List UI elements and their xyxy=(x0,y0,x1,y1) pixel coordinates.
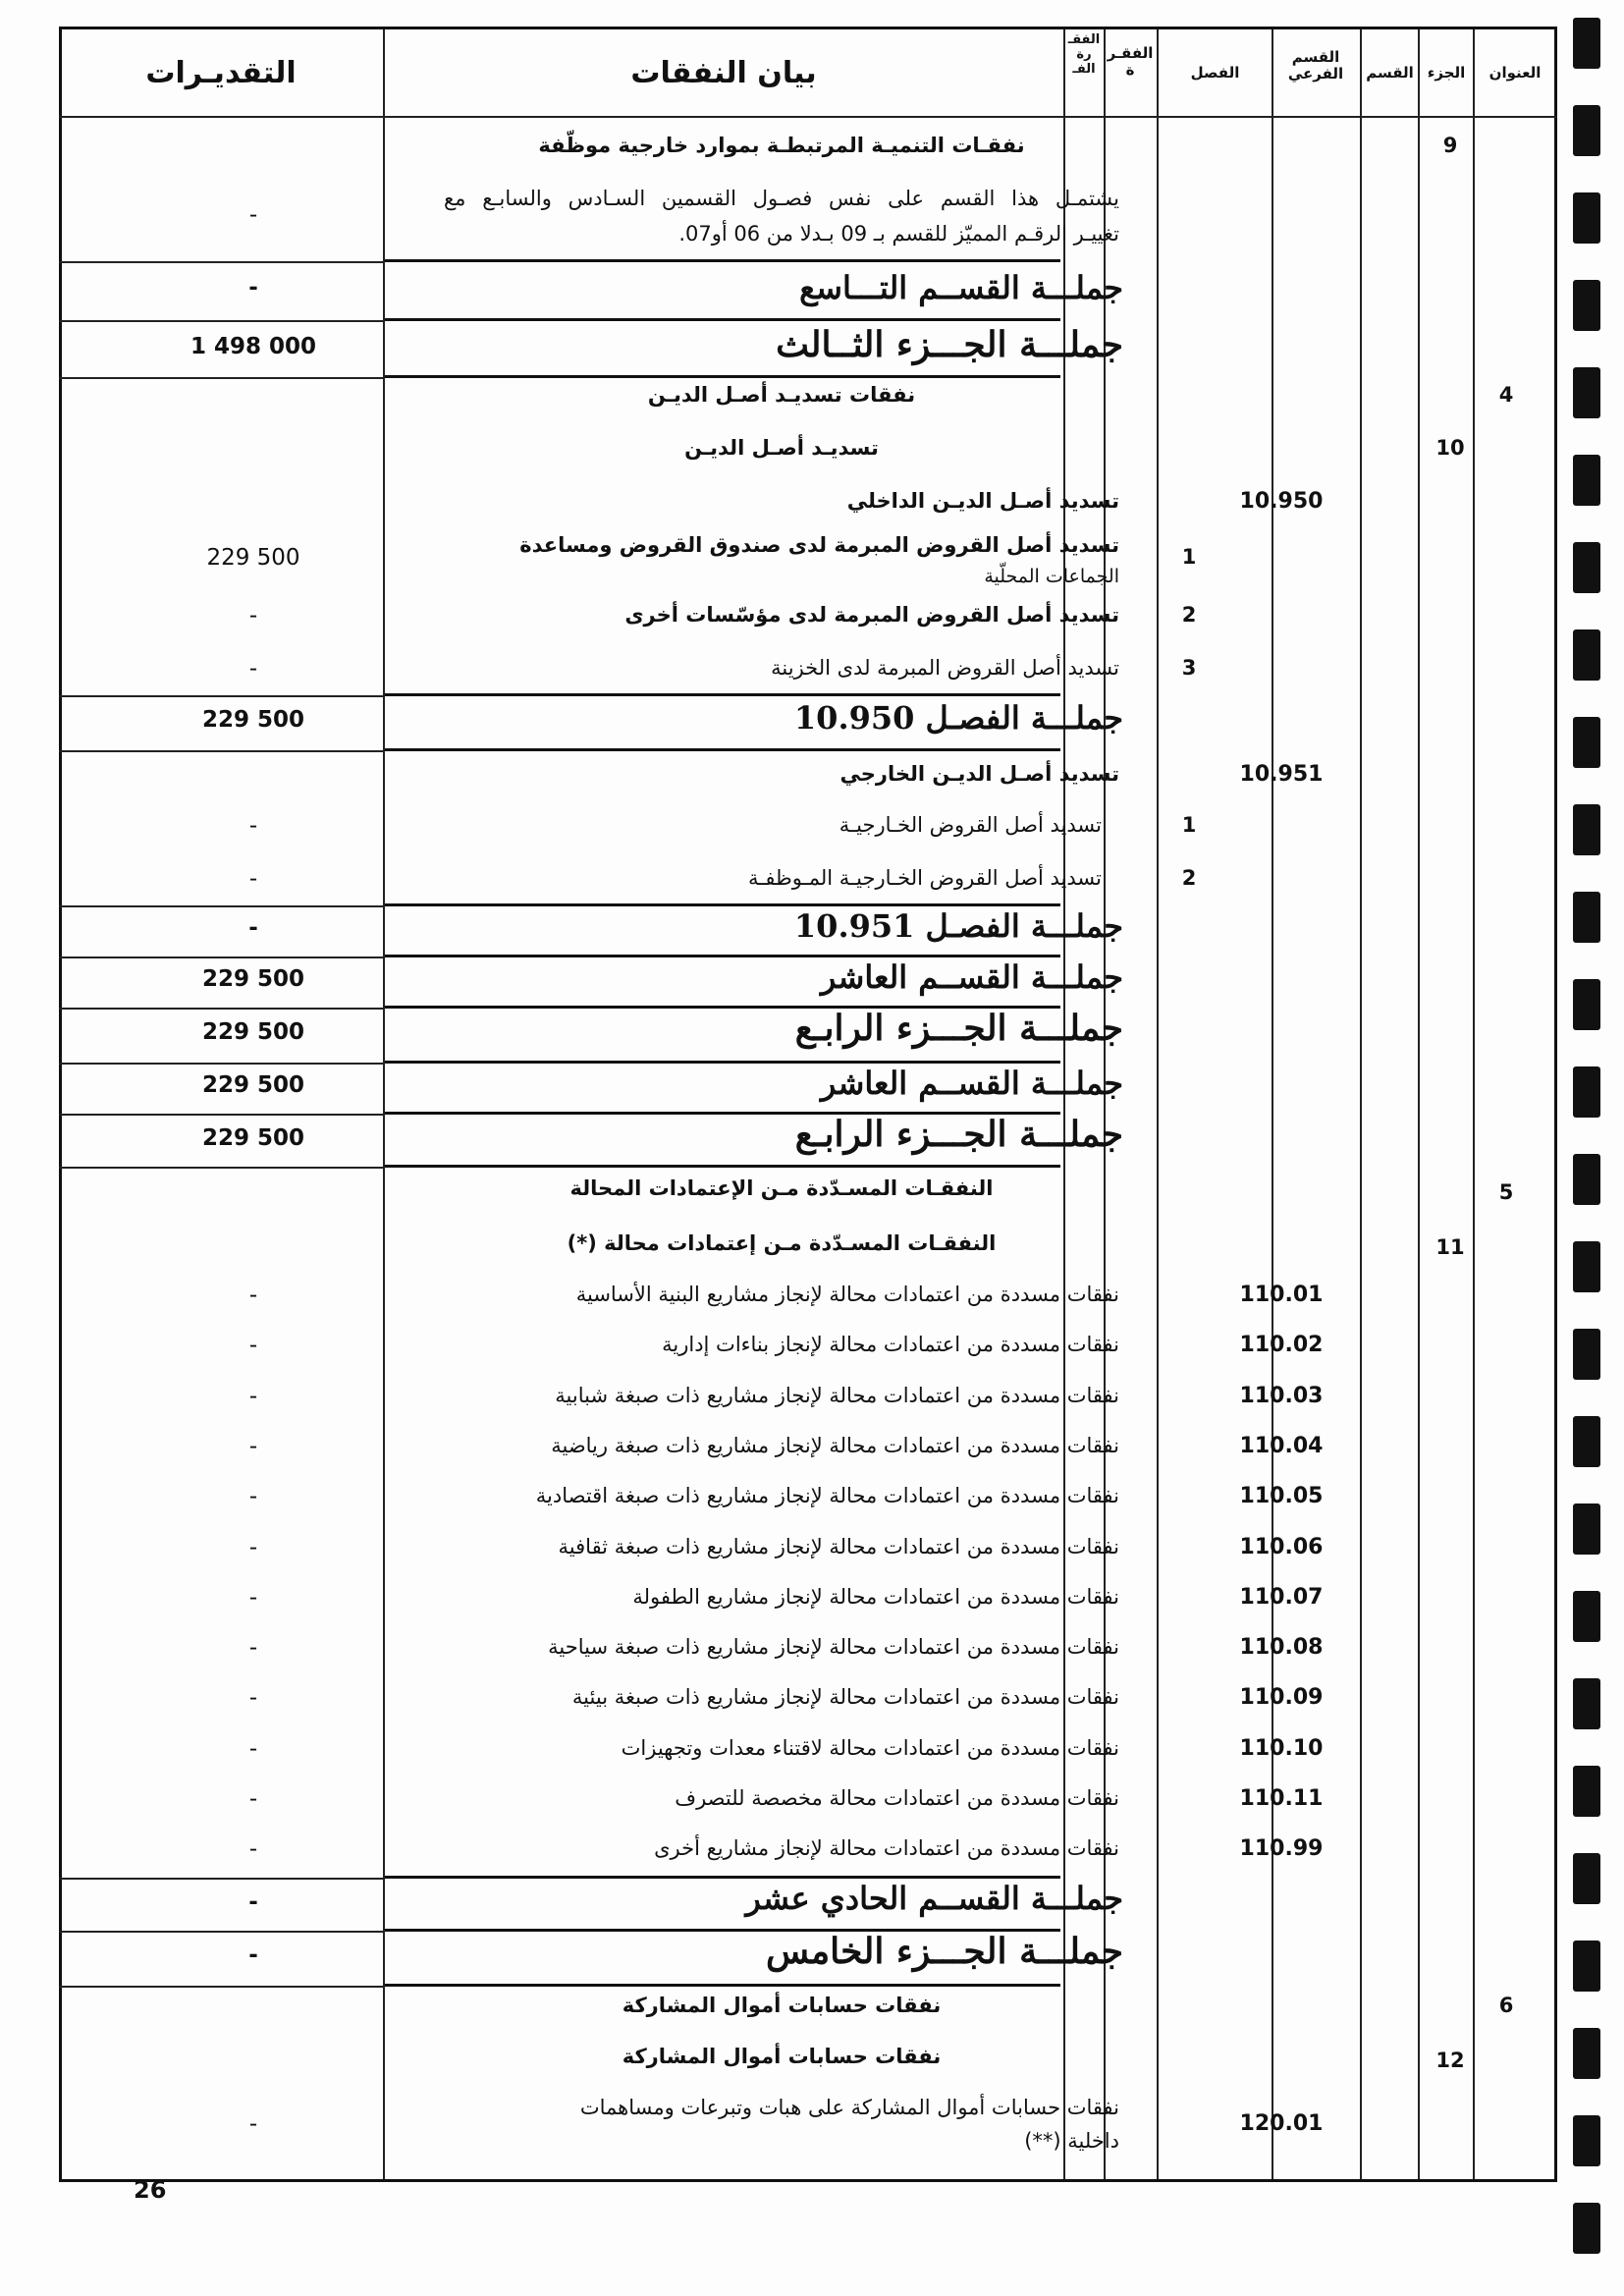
total-estimate: 229 500 xyxy=(201,707,305,733)
chapter-number: 110.10 xyxy=(1239,1735,1324,1761)
row-description: نفقـات التنميـة المرتبطـة بموارد خارجية موظّفة xyxy=(538,134,1025,157)
chapter-number: 110.06 xyxy=(1239,1534,1324,1559)
binding-hole xyxy=(1573,1766,1600,1817)
row-description: نفقات مسددة من اعتمادات محالة لإنجاز مشاريع أخرى xyxy=(654,1836,1119,1861)
row-description: يشتمـل هذا القسم على نفس فصـول القسمين السـادس والسابـع مع xyxy=(444,187,1119,210)
section-number: 9 xyxy=(1442,134,1458,157)
total-estimate: 229 500 xyxy=(201,966,305,992)
row-estimate: - xyxy=(248,1635,258,1662)
row-divider xyxy=(59,1931,383,1933)
column-divider xyxy=(1157,29,1159,2179)
row-divider xyxy=(59,1008,383,1010)
header-title-col: العنوان xyxy=(1489,64,1542,82)
total-estimate: - xyxy=(248,1889,258,1915)
total-estimate: - xyxy=(248,1942,258,1968)
binding-hole xyxy=(1573,280,1600,331)
section-number: 10 xyxy=(1435,436,1465,460)
chapter-number: 110.04 xyxy=(1239,1433,1324,1458)
row-description: نفقات مسددة من اعتمادات محالة لإنجاز مشاريع ذات صبغة سياحية xyxy=(548,1635,1119,1660)
chapter-number: 110.09 xyxy=(1239,1685,1324,1711)
binding-hole xyxy=(1573,2115,1600,2166)
column-divider xyxy=(1418,29,1420,2179)
row-divider xyxy=(59,750,383,752)
row-divider xyxy=(59,957,383,958)
part-number: 4 xyxy=(1498,383,1514,407)
row-divider xyxy=(385,903,1060,906)
chapter-number: 110.11 xyxy=(1239,1786,1324,1811)
total-label: جملـــة الجـــزء الثــالث xyxy=(776,324,1123,365)
row-description: نفقات مسددة من اعتمادات محالة لإنجاز مشاريع ذات صبغة بيئية xyxy=(571,1685,1119,1710)
chapter-number: 110.05 xyxy=(1239,1484,1324,1509)
total-label: جملـــة الفصـل 10.951 xyxy=(793,907,1123,945)
total-label: جملـــة الجـــزء الخامس xyxy=(766,1931,1123,1972)
binding-hole xyxy=(1573,892,1600,943)
total-label: جملـــة الجـــزء الرابـع xyxy=(794,1008,1123,1049)
row-estimate: - xyxy=(248,202,258,228)
total-label: جملـــة القســم العاشر xyxy=(820,958,1123,996)
binding-hole xyxy=(1573,629,1600,681)
row-divider xyxy=(385,259,1060,262)
row-estimate: - xyxy=(248,1534,258,1560)
total-estimate: - xyxy=(248,915,258,941)
row-description: نفقات حسابات أموال المشاركة على هبات وتبرعات ومساهمات xyxy=(579,2096,1119,2119)
total-label: جملـــة القســم الحادي عشر xyxy=(745,1880,1123,1917)
row-divider xyxy=(59,1063,383,1065)
row-divider xyxy=(385,748,1060,751)
row-description: نفقات مسددة من اعتمادات محالة لإنجاز مشاريع ذات صبغة شبابية xyxy=(555,1383,1119,1407)
row-description: نفقات حسابات أموال المشاركة xyxy=(622,1994,942,2017)
row-description: تسديد أصل القروض الخـارجيـة المـوظفـة xyxy=(747,866,1102,890)
total-estimate: 229 500 xyxy=(201,1125,305,1151)
total-estimate: 229 500 xyxy=(201,1072,305,1098)
column-divider xyxy=(1473,29,1475,2179)
row-description: نفقات حسابات أموال المشاركة xyxy=(622,2045,942,2068)
chapter-number: 10.951 xyxy=(1239,762,1324,787)
binding-hole xyxy=(1573,1066,1600,1118)
header-subsection-col: القسم الفرعي xyxy=(1287,48,1344,83)
part-number: 6 xyxy=(1498,1994,1514,2017)
row-divider xyxy=(59,1986,383,1988)
row-description: تسديد أصل القروض الخـارجيـة xyxy=(839,813,1102,837)
binding-hole xyxy=(1573,1329,1600,1380)
row-estimate: - xyxy=(248,866,258,892)
article-number: 1 xyxy=(1181,813,1197,837)
row-divider xyxy=(59,261,383,263)
binding-hole xyxy=(1573,1154,1600,1205)
binding-hole xyxy=(1573,455,1600,506)
header-chapter-col: الفصل xyxy=(1190,64,1240,82)
binding-hole xyxy=(1573,192,1600,244)
header-article-col: الفقـر ة xyxy=(1107,44,1154,80)
row-description: تسديد أصل القروض المبرمة لدى صندوق القروض ومساعدة xyxy=(519,533,1119,557)
header-description-col: بيان النفقات xyxy=(630,56,817,90)
row-estimate: - xyxy=(248,1685,258,1712)
chapter-number: 110.02 xyxy=(1239,1333,1324,1358)
row-divider xyxy=(59,320,383,322)
binding-hole xyxy=(1573,804,1600,855)
total-label: جملـــة القســم التـــاسع xyxy=(799,269,1123,306)
header-part-col: الجزء xyxy=(1427,64,1466,82)
binding-hole xyxy=(1573,1941,1600,1992)
binding-hole xyxy=(1573,1503,1600,1555)
total-label: جملـــة الجـــزء الرابـع xyxy=(794,1114,1123,1155)
row-divider xyxy=(59,377,383,379)
binding-hole xyxy=(1573,1416,1600,1467)
row-estimate: - xyxy=(248,1836,258,1863)
row-description: نفقات مسددة من اعتمادات محالة مخصصة للتصرف xyxy=(675,1786,1119,1810)
row-divider xyxy=(385,1165,1060,1168)
row-description: تسديد أصل القروض المبرمة لدى الخزينة xyxy=(771,656,1119,680)
row-estimate: - xyxy=(248,603,258,629)
total-estimate: - xyxy=(248,275,258,301)
article-number: 3 xyxy=(1181,656,1197,680)
column-divider xyxy=(1360,29,1362,2179)
chapter-number: 110.03 xyxy=(1239,1383,1324,1408)
part-number: 5 xyxy=(1498,1180,1514,1204)
binding-hole xyxy=(1573,979,1600,1030)
row-description: نفقات مسددة من اعتمادات محالة لإنجاز مشاريع ذات صبغة اقتصادية xyxy=(535,1484,1119,1508)
chapter-number: 110.08 xyxy=(1239,1635,1324,1661)
row-divider xyxy=(59,1878,383,1880)
row-description: تسديد أصـل الديـن الداخلي xyxy=(846,489,1119,513)
binding-hole xyxy=(1573,367,1600,418)
row-estimate: 229 500 xyxy=(206,545,300,571)
row-description: نفقات تسديـد أصـل الديـن xyxy=(647,383,916,407)
row-divider xyxy=(385,1984,1060,1987)
row-description: نفقات مسددة من اعتمادات محالة لإنجاز مشاريع الطفولة xyxy=(632,1584,1119,1609)
row-estimate: - xyxy=(248,1433,258,1459)
total-label: جملـــة الفصـل 10.950 xyxy=(793,699,1123,737)
binding-hole xyxy=(1573,18,1600,69)
chapter-number: 10.950 xyxy=(1239,489,1324,514)
section-number: 12 xyxy=(1435,2049,1465,2072)
row-description: نفقات مسددة من اعتمادات محالة لإنجاز بناءات إدارية xyxy=(662,1333,1119,1357)
row-description: تسديـد أصـل الديـن xyxy=(684,436,879,460)
total-label: جملـــة القســم العاشر xyxy=(820,1065,1123,1102)
binding-hole xyxy=(1573,2203,1600,2254)
row-estimate: - xyxy=(248,813,258,839)
binding-hole xyxy=(1573,2028,1600,2079)
row-estimate: - xyxy=(248,1484,258,1510)
chapter-number: 120.01 xyxy=(1239,2111,1324,2136)
row-description: نفقات مسددة من اعتمادات محالة لاقتناء معدات وتجهيزات xyxy=(621,1735,1119,1760)
row-divider xyxy=(59,1167,383,1169)
row-estimate: - xyxy=(248,656,258,682)
row-divider xyxy=(59,1114,383,1116)
binding-hole xyxy=(1573,542,1600,593)
row-description: نفقات مسددة من اعتمادات محالة لإنجاز مشاريع البنية الأساسية xyxy=(575,1283,1119,1306)
binding-hole xyxy=(1573,1591,1600,1642)
section-number: 11 xyxy=(1435,1235,1465,1259)
row-estimate: - xyxy=(248,1283,258,1308)
total-estimate: 1 498 000 xyxy=(189,334,317,359)
row-description: النفقـات المسـدّدة مـن الإعتمادات المحالة xyxy=(569,1176,994,1200)
page-number: 26 xyxy=(134,2176,167,2204)
row-description: نفقات مسددة من اعتمادات محالة لإنجاز مشاريع ذات صبغة رياضية xyxy=(551,1433,1119,1457)
article-number: 2 xyxy=(1181,866,1197,890)
binding-hole xyxy=(1573,717,1600,768)
header-section-col: القسم xyxy=(1366,64,1414,82)
row-divider xyxy=(59,695,383,697)
row-estimate: - xyxy=(248,1786,258,1812)
binding-hole xyxy=(1573,105,1600,156)
chapter-number: 110.99 xyxy=(1239,1836,1324,1862)
row-description: النفقـات المسـدّدة مـن إعتمادات محالة (*) xyxy=(567,1231,997,1255)
row-description: تغييـر الرقـم المميّز للقسم بـ 09 بـدلا من 06 أو07. xyxy=(678,222,1119,246)
binding-hole xyxy=(1573,1241,1600,1292)
row-divider xyxy=(385,318,1060,321)
row-divider xyxy=(59,905,383,907)
binding-hole xyxy=(1573,1853,1600,1904)
header-divider xyxy=(59,116,1557,118)
row-estimate: - xyxy=(248,1333,258,1359)
article-number: 2 xyxy=(1181,603,1197,627)
chapter-number: 110.01 xyxy=(1239,1283,1324,1307)
row-description: داخلية (**) xyxy=(1024,2129,1119,2153)
row-estimate: - xyxy=(248,2111,258,2137)
binding-hole xyxy=(1573,1678,1600,1729)
chapter-number: 110.07 xyxy=(1239,1584,1324,1610)
row-description: نفقات مسددة من اعتمادات محالة لإنجاز مشاريع ذات صبغة ثقافية xyxy=(558,1534,1119,1558)
row-description: تسديد أصـل الديـن الخارجي xyxy=(839,762,1119,786)
row-divider xyxy=(385,955,1060,957)
header-paragraph-col: الفقـ رة الفـ xyxy=(1067,32,1101,77)
row-divider xyxy=(385,693,1060,696)
row-estimate: - xyxy=(248,1735,258,1762)
row-divider xyxy=(385,1061,1060,1064)
row-divider xyxy=(385,375,1060,378)
total-estimate: 229 500 xyxy=(201,1019,305,1045)
row-estimate: - xyxy=(248,1584,258,1611)
row-divider xyxy=(385,1876,1060,1879)
row-description: الجماعات المحلّية xyxy=(984,566,1119,587)
row-description: تسديد أصل القروض المبرمة لدى مؤسّسات أخرى xyxy=(624,603,1119,627)
header-estimates-col: التقديـرات xyxy=(145,56,297,90)
row-estimate: - xyxy=(248,1383,258,1409)
article-number: 1 xyxy=(1181,545,1197,569)
